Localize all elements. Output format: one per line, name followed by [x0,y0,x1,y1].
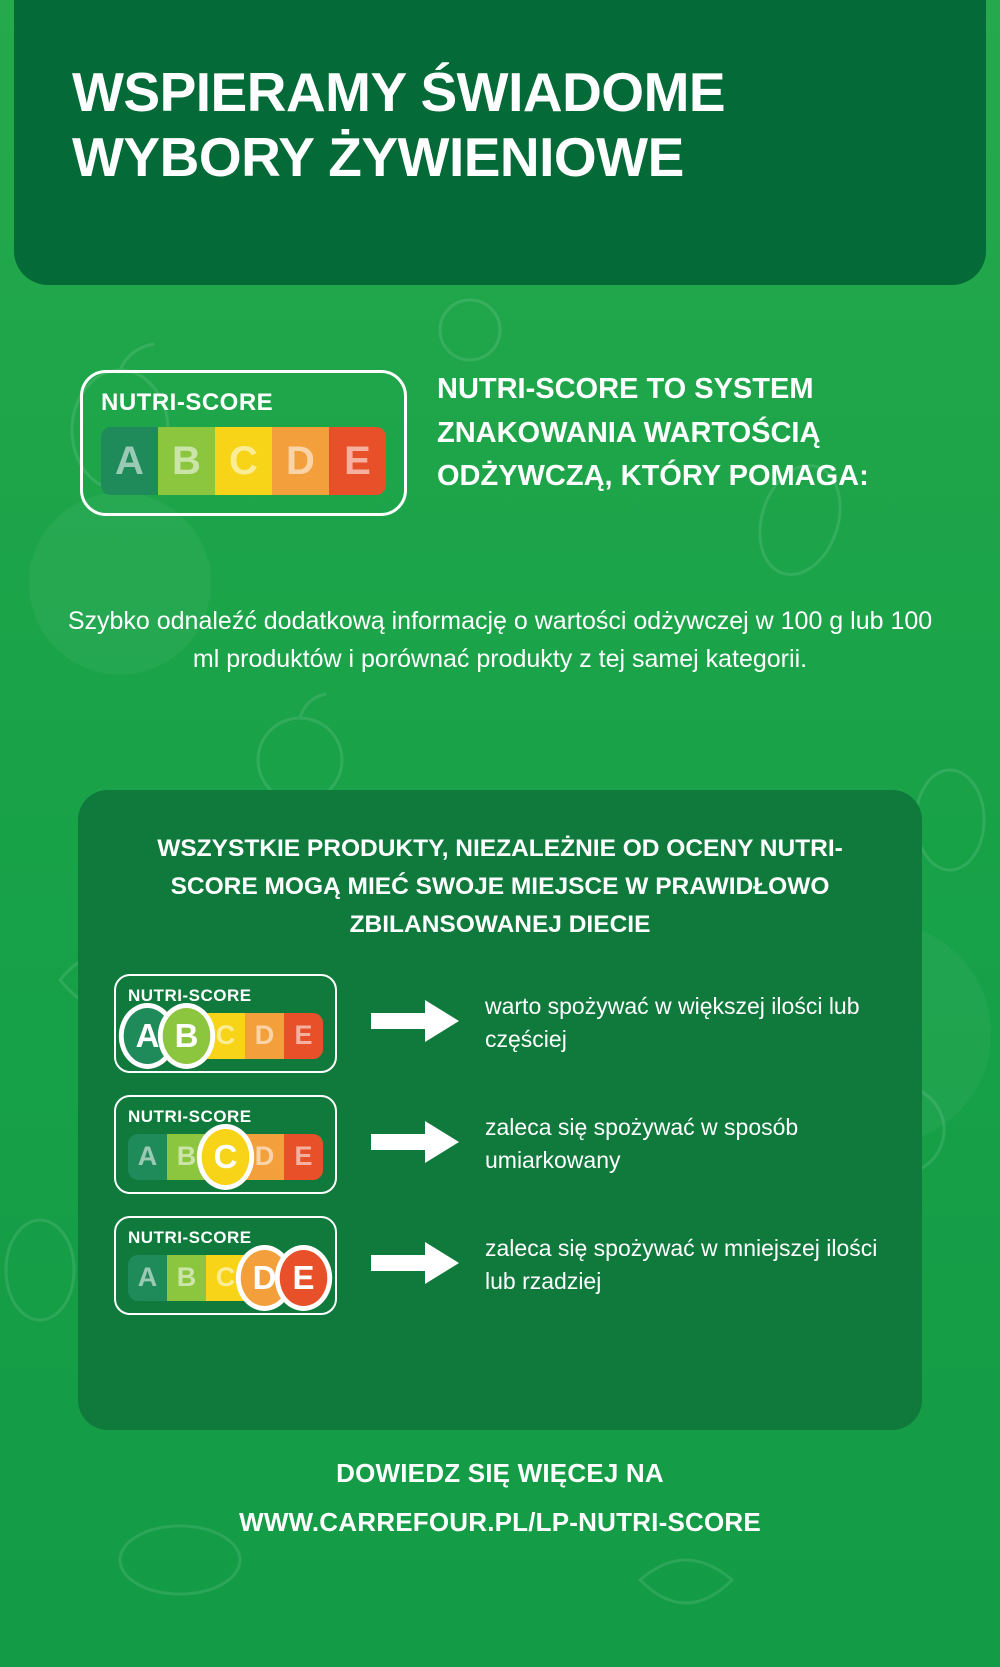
card-title: WSZYSTKIE PRODUKTY, NIEZALEŻNIE OD OCENY NUTRI-SCORE MOGĄ MIEĆ SWOJE MIEJSCE W PRAWIDŁOWO ZBILANSOWANEJ DIECIE [157,835,843,938]
nutriscore-letter-e: E [329,427,386,495]
nutriscore-letter-a: A [101,427,158,495]
nutriscore-letter-a: A [128,1134,167,1180]
nutriscore-label: NUTRI-SCORE [128,1227,252,1247]
nutriscore-letter-e: E [284,1134,323,1180]
recommendation-row [114,1216,886,1315]
nutriscore-letter-e: E [280,1250,328,1306]
intro-heading: NUTRI-SCORE TO SYSTEM ZNAKOWANIA WARTOŚCIĄ ODŻYWCZĄ, KTÓRY POMAGA: [437,373,869,492]
intro-paragraph: Szybko odnaleźć dodatkową informację o wartości odżywczej w 100 g lub 100 ml produktów i porównać produkty z tej samej kategorii. [67,607,933,673]
nutriscore-letter-b: B [163,1008,211,1064]
nutriscore-badge-de [114,1216,337,1315]
nutriscore-badge-ab [114,974,337,1073]
nutriscore-letters [101,427,386,495]
nutriscore-letter-c: C [206,1255,245,1301]
nutriscore-label: NUTRI-SCORE [128,1106,252,1126]
nutriscore-letter-b: B [158,427,215,495]
nutriscore-letter-c: C [206,1013,245,1059]
page-title: WSPIERAMY ŚWIADOME WYBORY ŻYWIENIOWE [72,61,726,188]
nutriscore-letters [128,1013,323,1059]
nutriscore-label: NUTRI-SCORE [101,389,274,416]
nutriscore-badge-main [80,370,407,516]
nutriscore-letter-d: D [241,1250,289,1306]
recommendation-text: zaleca się spożywać w mniejszej ilości lub rzadziej [485,1235,878,1295]
nutriscore-letter-b: B [167,1255,206,1301]
nutriscore-badge [80,370,407,516]
arrow-right-icon [371,1121,459,1168]
recommendation-text: zaleca się spożywać w sposób umiarkowany [485,1114,799,1174]
arrow-right-icon [371,1242,459,1289]
recommendation-row [114,1095,886,1194]
nutriscore-badge-c [114,1095,337,1194]
nutriscore-letter-c: C [215,427,272,495]
nutriscore-letter-b: B [167,1134,206,1180]
nutriscore-letter-a: A [124,1008,172,1064]
recommendation-card [78,790,922,1430]
nutriscore-label: NUTRI-SCORE [128,985,252,1005]
recommendation-rows [114,974,886,1315]
recommendation-row [114,974,886,1073]
nutriscore-letter-e: E [284,1013,323,1059]
footer [0,1458,1000,1538]
nutriscore-letter-c: C [202,1129,250,1185]
arrow-right-icon [371,1000,459,1047]
nutriscore-letters [128,1134,323,1180]
recommendation-text: warto spożywać w większej ilości lub częściej [485,993,860,1053]
header-banner [14,0,986,285]
nutriscore-letters [128,1255,323,1301]
footer-cta: DOWIEDZ SIĘ WIĘCEJ NA [336,1458,664,1488]
nutriscore-letter-d: D [245,1134,284,1180]
nutriscore-letter-a: A [128,1255,167,1301]
nutriscore-letter-d: D [272,427,329,495]
footer-url[interactable]: WWW.CARREFOUR.PL/LP-NUTRI-SCORE [239,1507,761,1537]
nutriscore-letter-d: D [245,1013,284,1059]
